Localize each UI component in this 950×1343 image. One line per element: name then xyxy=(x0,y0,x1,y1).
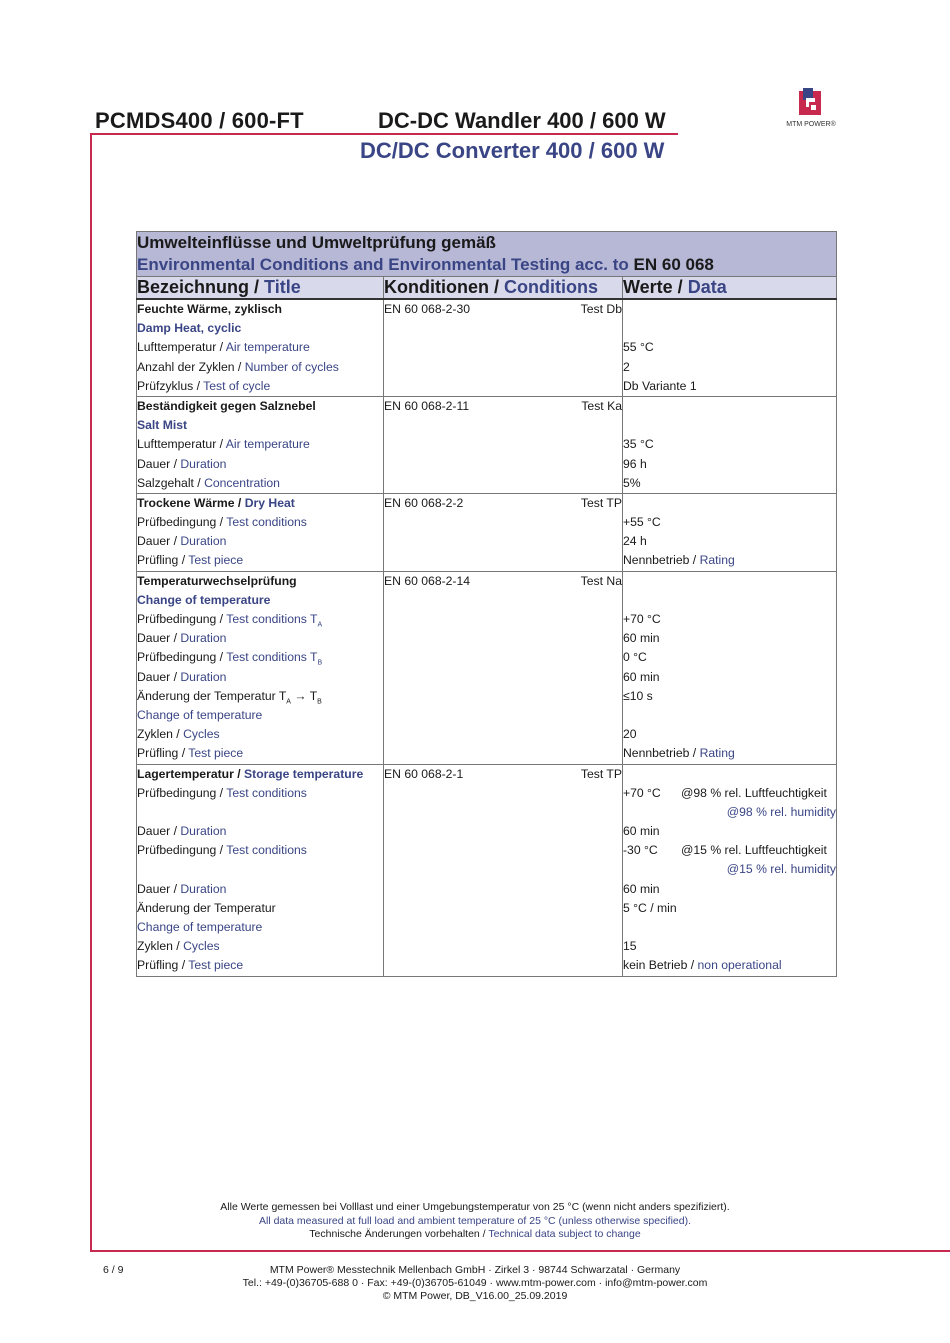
title-cell: Beständigkeit gegen Salznebel Salt Mist Lufttemperatur / Air temperature Dauer / Duration Salzgehalt / Concentration xyxy=(137,396,384,493)
product-code: PCMDS400 / 600-FT xyxy=(95,108,304,133)
page-number: 6 / 9 xyxy=(103,1264,124,1276)
title-cell: Feuchte Wärme, zyklisch Damp Heat, cyclic Lufttemperatur / Air temperature Anzahl der Zyklen / Number of cycles Prüfzyklus / Test of cycle xyxy=(137,299,384,396)
table-caption xyxy=(137,232,837,277)
margin-rule xyxy=(90,133,92,1251)
caption-german: Umwelteinflüsse und Umweltprüfung gemäß xyxy=(137,233,496,252)
data-cell: +70 °C @98 % rel. Luftfeuchtigkeit @98 % rel. humidity 60 min -30 °C @15 % rel. Luftfeuchtigkeit @15 % rel. humidity 60 min 5 °C / min 15 kein Betrieb / non operational xyxy=(623,764,837,976)
title-cell: Temperaturwechselprüfung Change of temperature Prüfbedingung / Test conditions $T_A$ Dauer / Duration Prüfbedingung / Test conditions $T_B$ Dauer / Duration Änderung der Temperatur $T_A \to T_B$ Change of temperature Zyklen / Cycles Prüfling / Test piece xyxy=(137,571,384,764)
title-german: DC-DC Wandler 400 / 600 W xyxy=(378,108,666,133)
data-cell: 55 °C 2 Db Variante 1 xyxy=(623,299,837,396)
conditions-cell: EN 60 068-2-14 Test Na xyxy=(384,571,623,764)
note-english: All data measured at full load and ambient temperature of 25 °C (unless otherwise specified). xyxy=(258,1214,691,1227)
footer-notes xyxy=(0,1201,950,1242)
table-row xyxy=(137,571,837,764)
conditions-cell: EN 60 068-2-2 Test TP xyxy=(384,493,623,571)
title-english: DC/DC Converter 400 / 600 W xyxy=(360,138,665,163)
conditions-cell: EN 60 068-2-11 Test Ka xyxy=(384,396,623,493)
caption-standard: EN 60 068 xyxy=(633,255,714,274)
data-cell: +70 °C 60 min 0 °C 60 min ≤10 s 20 Nennbetrieb / Rating xyxy=(623,571,837,764)
company-logo xyxy=(782,88,840,128)
environmental-table xyxy=(136,231,837,977)
title-cell: Lagertemperatur / Storage temperature Prüfbedingung / Test conditions Dauer / Duration Prüfbedingung / Test conditions Dauer / Duration Änderung der Temperatur Change of temperature Zyklen / Cycles Prüfling / Test piece xyxy=(137,764,384,976)
column-header-data: Werte / Data xyxy=(623,277,837,300)
column-header-conditions: Konditionen / Conditions xyxy=(384,277,623,300)
data-cell: +55 °C 24 h Nennbetrieb / Rating xyxy=(623,493,837,571)
title-cell: Trockene Wärme / Dry Heat Prüfbedingung / Test conditions Dauer / Duration Prüfling / Test piece xyxy=(137,493,384,571)
logo-text: MTM POWER® xyxy=(786,121,836,128)
changes-note: Technische Änderungen vorbehalten / Technical data subject to change xyxy=(309,1228,641,1240)
caption-english: Environmental Conditions and Environmental Testing acc. to EN 60 068 xyxy=(137,255,714,274)
conditions-cell: EN 60 068-2-30 Test Db xyxy=(384,299,623,396)
company-address: MTM Power® Messtechnik Mellenbach GmbH · Zirkel 3 · 98744 Schwarzatal · Germany xyxy=(269,1264,681,1276)
conditions-cell: EN 60 068-2-1 Test TP xyxy=(384,764,623,976)
table-row xyxy=(137,493,837,571)
copyright: © MTM Power, DB_V16.00_25.09.2019 xyxy=(382,1290,568,1302)
data-cell: 35 °C 96 h 5% xyxy=(623,396,837,493)
table-row xyxy=(137,764,837,976)
note-german: Alle Werte gemessen bei Volllast und einer Umgebungstemperatur von 25 °C (wenn nicht anders spezifiziert). xyxy=(220,1201,730,1213)
footer-rule xyxy=(90,1250,950,1252)
company-footer xyxy=(0,1264,950,1303)
header-rule xyxy=(90,133,678,135)
logo-mark-icon xyxy=(797,88,825,118)
column-header-title: Bezeichnung / Title xyxy=(137,277,384,300)
table-row xyxy=(137,299,837,396)
table-row xyxy=(137,396,837,493)
company-contact: Tel.: +49-(0)36705-688 0 · Fax: +49-(0)36705-61049 · www.mtm-power.com · info@mtm-power.com xyxy=(242,1277,708,1289)
